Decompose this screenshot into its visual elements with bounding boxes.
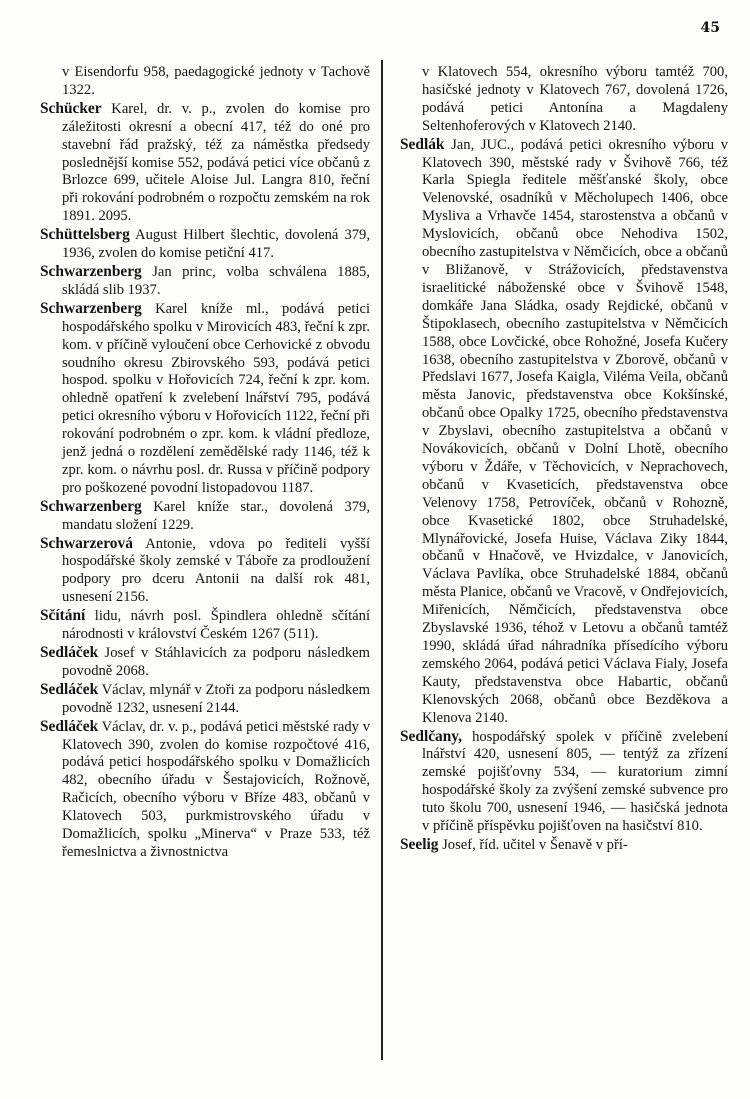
entry-text: Karel kníže star., dovolená 379, mandatu složení 1229. [62,498,370,533]
entry-heading: Schwarzerová [40,534,133,552]
entry-text: Josef, říd. učitel v Šenavě v pří- [438,836,628,853]
entry-text: Karel, dr. v. p., zvolen do komise pro záležitosti okresní a obecní 417, též do oné pro stavební řád pražský, též za náměstka předsedy poslednější komise 552, podává petici více občanů z Brlozce 699, učitele Aloise Jul. Langra 810, řeční při rokování podrobném o rozpočtu zemském na rok 1891. 2095. [62,100,370,225]
entry-text: Václav, mlynář v Ztoři za podporu následkem povodně 1232, usnesení 2144. [62,681,370,716]
index-entry [40,100,370,226]
entry-text: Karel kníže ml., podává petici hospodářského spolku v Mirovicích 483, řeční k zpr. kom. v příčině vyloučení obce Cerhovické z obvodu soudního okresu Zbirovského 593, podává petici hospod. spolku v Hořovicích 724, řeční k zpr. kom. ohledně opatření k zvelebení lnářství 795, podává petici okresního výboru v Hořovicích 1122, řeční při rokování podrobném o zpr. kom. k vládní předloze, jenž jedná o rozdělení zemědělské rady 1146, též k zpr. kom. o návrhu posl. dr. Russa v příčině podpory pro poškozené povodní listopadovou 1187. [62,300,370,496]
index-entry [40,681,370,718]
entry-text: hospodářský spolek v příčině zvelebení lnářství 420, usnesení 805, — tentýž za zřízení zemské pojišťovny 534, — kuratorium zimní hospodářské školy za zvýšení zemské subvence pro tuto školu 700, usnesení 1946, — hasičská jednota v příčině příspěvku pojišťoven na hasičství 810. [422,728,728,835]
entry-heading: Seelig [400,835,439,853]
entry-text: Antonie, vdova po řediteli vyšší hospodářské školy zemské v Táboře za prodloužení podpory pro dceru Antonii na další rok 481, usnesení 2156. [62,535,370,606]
entry-heading: Schwarzenberg [40,497,142,515]
index-entry [40,64,370,100]
entry-heading: Schücker [40,99,102,117]
entry-heading: Sedláček [40,717,99,735]
entry-heading: Schwarzenberg [40,299,142,317]
entry-text: lidu, návrh posl. Špindlera ohledně sčítání národnosti v království Českém 1267 (511). [62,608,370,643]
index-entry [40,263,370,300]
index-entry [40,607,370,644]
entry-heading: Schwarzenberg [40,262,142,280]
entry-text: August Hilbert šlechtic, dovolená 379, 1936, zvolen do komise petiční 417. [62,227,370,262]
index-entry [400,136,728,728]
index-entry [40,644,370,681]
entry-heading: Sčítání [40,607,86,625]
index-entry [400,836,728,855]
entry-heading: Sedláček [40,680,99,698]
entry-heading: Schüttelsberg [40,226,130,244]
index-entry [40,718,370,862]
index-entry [40,300,370,498]
entry-heading: Sedlák [400,135,445,153]
entry-heading: Sedláček [40,644,99,661]
entry-text: Jan, JUC., podává petici okresního výboru v Klatovech 390, městské rady v Švihově 766, též Karla Spiegla ředitele měšťanské školy, obce Velenovské, osadníků v Měcholupech 1406, obce Mysliva a Vrhavče 1454, starostenstva a občanů v Myslovicích, občanů obce Nehodiva 1502, obecního zastupitelstva v Němčicích, obce a občanů v Bližanově, v Strážovicích, představenstva israelitické náboženské obce v Švihově 1548, domkáře Jana Sládka, osady Rejdické, občanů v Štipoklasech, obecního zastupitelstva v Němčicích 1588, obce Lovčické, obce Rohožné, Josefa Kučery 1638, obecního zastupitelstva v Zborově, občanů v Předslavi 1677, Josefa Kaigla, Viléma Veila, občanů města Janovic, představenstva obce Kokšínské, občanů obce Opalky 1725, obecního představenstva v Zbyslavi, obecního zastupitelstva a občanů v Novákovicích, občanů v Dolní Lhotě, obecního výboru v Ždáře, v Těchovicích, v Neprachovech, občanů v Kvaseticích, představenstva obce Velenovy 1758, Petrovíček, občanů v Rohozně, obce Kvasetické 1802, obce Struhadelské, Mlynářovické, Josefa Huise, Václava Ziky 1844, občanů v Hnačově, ve Hvizdalce, v Janovicích, Václava Pavlíka, obce Struhadelské 1884, občanů města Planice, občanů ve Vracově, v Ondřejovicích, Miřenicích, Němčicích, představenstva obce Zbyslavské 1936, téhož v Letovu a občanů tamtéž 1990, skládá úřad náhradníka přísedícího výboru zemského 2064, podává petici Václava Fialy, Josefa Kauty, představenstva obce Habartic, občanů Klenovských 2068, občanů obce Bezděkova a Klenova 2140. [422,136,728,726]
index-entry [40,498,370,535]
index-entry [400,64,728,136]
column-divider [381,60,383,1060]
entry-text: v Klatovech 554, okresního výboru tamtéž 700, hasičské jednoty v Klatovech 767, dovolená 1726, podává petici Antonína a Magdaleny Seltenhoferových v Klatovech 2140. [422,64,728,134]
entry-text: v Eisendorfu 958, paedagogické jednoty v Tachově 1322. [62,64,370,98]
entry-text: Josef v Stáhlavicích za podporu následkem povodně 2068. [62,645,370,679]
index-entry [40,226,370,263]
entry-heading: Sedlčany, [400,727,463,745]
entry-text: Jan princ, volba schválena 1885, skládá slib 1937. [62,263,370,298]
page-number: 45 [700,20,720,36]
index-entry [400,728,728,836]
index-entry [40,535,370,608]
left-column [40,64,370,862]
right-column [400,64,728,855]
entry-text: Václav, dr. v. p., podává petici městské rady v Klatovech 390, zvolen do komise rozpočtové 416, podává petici hospodářského spolku v Domažlicích 482, obecního úřadu v Šestajovicích, Rožnově, Račicích, obecního výboru v Bříze 483, občanů v Klatovech 503, purkmistrovského úřadu v Domažlicích, spolku „Minerva“ v Praze 533, též řemeslnictva a živnostnictva [62,718,370,860]
